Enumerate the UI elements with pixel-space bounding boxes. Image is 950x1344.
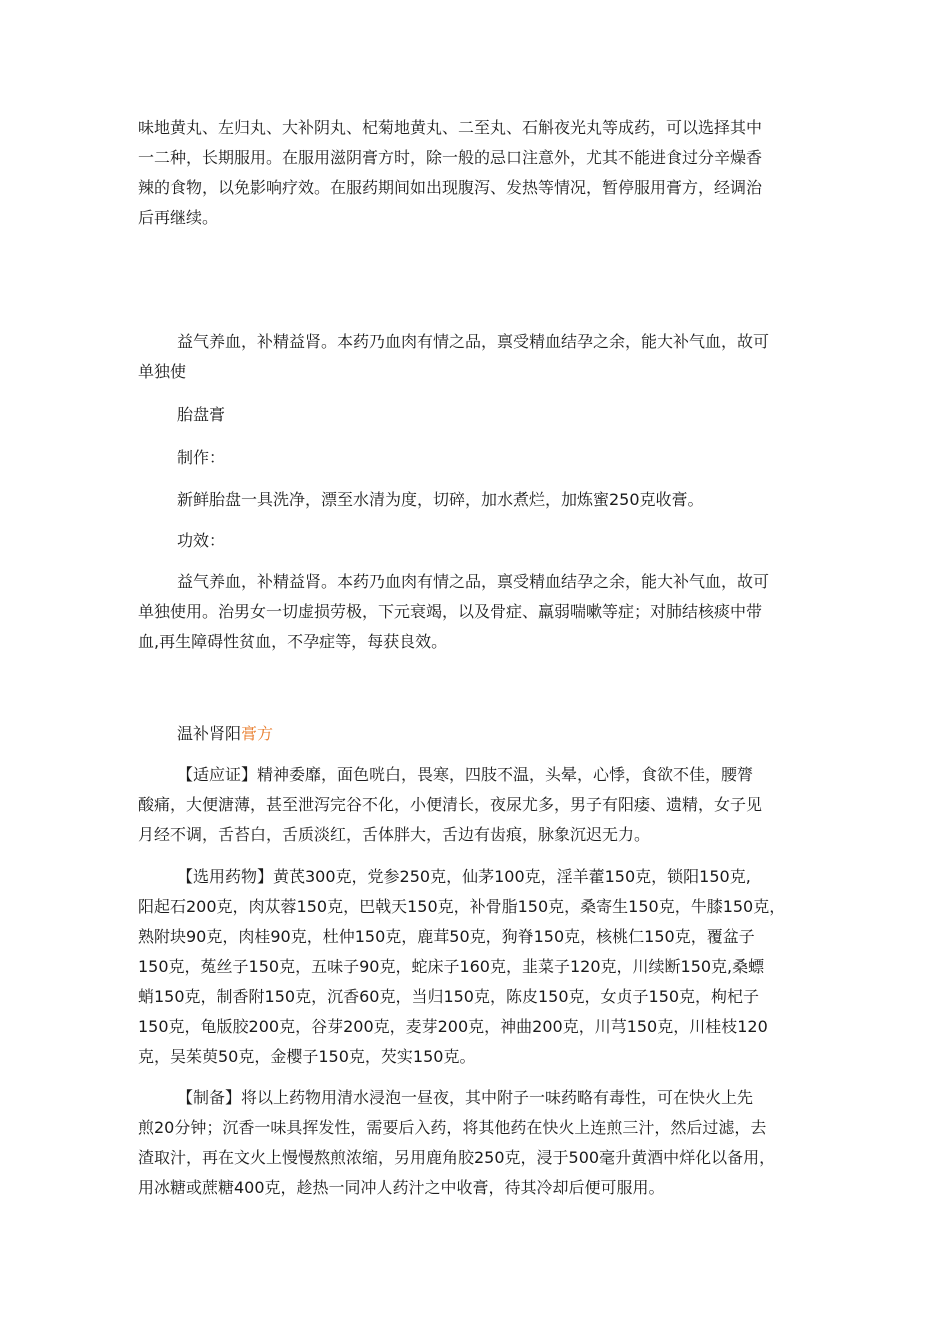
preparation-label: 制作： xyxy=(177,448,226,467)
text-line: 味地黄丸、左归丸、大补阴丸、杞菊地黄丸、二至丸、石斛夜光丸等成药，可以选择其中 xyxy=(138,118,763,137)
text-line: 单独使 xyxy=(138,362,187,381)
text-line: 辣的食物，以免影响疗效。在服药期间如出现腹泻、发热等情况，暂停服用膏方，经调治 xyxy=(138,178,763,197)
summary-paragraph xyxy=(138,327,828,387)
intro-paragraph xyxy=(138,113,828,233)
text-line: 月经不调，舌苔白，舌质淡红，舌体胖大，舌边有齿痕，脉象沉迟无力。 xyxy=(138,825,651,844)
text-line: 克，吴茱萸50克，金樱子150克，芡实150克。 xyxy=(138,1047,476,1066)
text-line: 蛸150克，制香附150克，沉香60克，当归150克，陈皮150克，女贞子150克，枸杞子 xyxy=(138,987,760,1006)
placenta-paste-title: 胎盘膏 xyxy=(177,405,226,424)
paste-link[interactable]: 膏方 xyxy=(241,724,274,743)
indications-paragraph xyxy=(138,760,828,850)
title-main: 温补肾阳 xyxy=(177,724,242,743)
text-line: 150克，菟丝子150克，五味子90克，蛇床子160克，韭菜子120克，川续断150克,桑螵 xyxy=(138,957,765,976)
yang-paste-title xyxy=(177,719,867,749)
text-line: 酸痛，大便溏薄，甚至泄泻完谷不化，小便清长，夜尿尤多，男子有阳痿、遗精，女子见 xyxy=(138,795,763,814)
text-line: 益气养血，补精益肾。本药乃血肉有情之品，禀受精血结孕之余，能大补气血，故可 xyxy=(177,332,770,351)
text-line: 用冰糖或蔗糖400克，趁热一同冲人药汁之中收膏，待其冷却后便可服用。 xyxy=(138,1178,665,1197)
text-line: 煎20分钟；沉香一味具挥发性，需要后入药，将其他药在快火上连煎三汁，然后过滤，去 xyxy=(138,1118,767,1137)
text-line: 渣取汁，再在文火上慢慢熬煎浓缩，另用鹿角胶250克，浸于500毫升黄酒中烊化以备用， xyxy=(138,1148,776,1167)
text-line: 阳起石200克，肉苁蓉150克，巴戟天150克，补骨脂150克，桑寄生150克，牛膝150克， xyxy=(138,897,786,916)
efficacy-label: 功效： xyxy=(177,531,226,550)
text-line: 单独使用。治男女一切虚损劳极，下元衰竭，以及骨症、羸弱喘嗽等症；对肺结核痰中带 xyxy=(138,602,763,621)
text-line: 熟附块90克，肉桂90克，杜仲150克，鹿茸50克，狗脊150克，核桃仁150克，覆盆子 xyxy=(138,927,755,946)
text-line: 一二种，长期服用。在服用滋阴膏方时，除一般的忌口注意外，尤其不能进食过分辛燥香 xyxy=(138,148,763,167)
text-line: 【制备】将以上药物用清水浸泡一昼夜，其中附子一味药略有毒性，可在快火上先 xyxy=(177,1088,754,1107)
text-line: 益气养血，补精益肾。本药乃血肉有情之品，禀受精血结孕之余，能大补气血，故可 xyxy=(177,572,770,591)
preparation-text: 新鲜胎盘一具洗净，漂至水清为度，切碎，加水煮烂，加炼蜜250克收膏。 xyxy=(177,490,704,509)
preparation-paragraph xyxy=(138,1083,828,1203)
text-line: 血,再生障碍性贫血，不孕症等，每获良效。 xyxy=(138,632,448,651)
text-line: 【选用药物】黄芪300克，党参250克，仙茅100克，淫羊藿150克，锁阳150克, xyxy=(177,867,751,886)
text-line: 后再继续。 xyxy=(138,208,219,227)
herbs-paragraph xyxy=(138,862,828,1072)
text-line: 【适应证】精神委靡，面色咣白，畏寒，四肢不温，头晕，心悸，食欲不佳，腰膂 xyxy=(177,765,754,784)
efficacy-paragraph xyxy=(138,567,828,657)
text-line: 150克，龟版胶200克，谷芽200克，麦芽200克，神曲200克，川芎150克，川桂枝120 xyxy=(138,1017,768,1036)
